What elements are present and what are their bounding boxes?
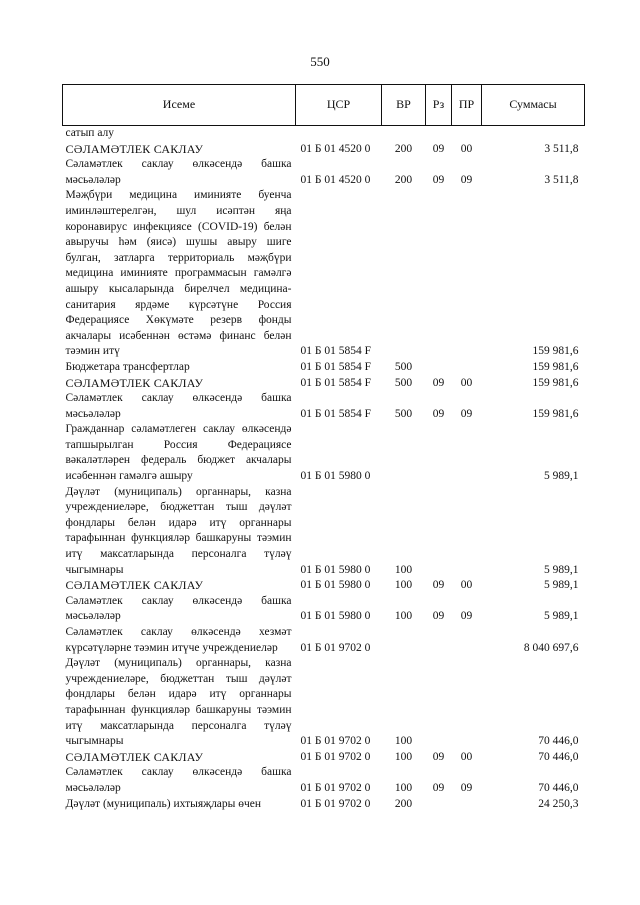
row-rz: 09: [432, 781, 445, 794]
row-sum: 159 981,6: [532, 345, 579, 358]
row-name: Мәҗбүри медицина иминияте буенча иминләштерелгән, шул исәптән яңа коронавирус инфекциясе (COVID-19) белән авыручы һәм (яисә) шушы авыру шиге булган, затларга территориаль мәҗбүри медицина иминияте программасын гамәлгә ашыру кысаларында бирелчел медицина-санитария ярдәме күрсәтүне Россия Федерациясе Хөкүмәте резерв фонды акчалары исәбеннән өстәмә финанс белән тәэмин итү: [65, 189, 292, 358]
table-header: [63, 85, 585, 126]
header-pr: ПР: [452, 85, 482, 126]
row-vr: 100: [394, 579, 413, 592]
row-sum: 24 250,3: [538, 797, 579, 810]
row-pr: 00: [460, 142, 473, 155]
row-vr: 100: [394, 563, 413, 576]
row-sum: 5 989,1: [544, 563, 579, 576]
table-row: [63, 126, 585, 142]
row-vr: 100: [394, 750, 413, 763]
table-row: [63, 142, 585, 158]
page-number: 550: [310, 54, 330, 69]
row-sum: 70 446,0: [538, 750, 579, 763]
row-name: СӘЛАМӘТЛЕК САКЛАУ: [65, 578, 204, 593]
row-pr: 09: [460, 781, 473, 794]
row-sum: 159 981,6: [532, 376, 579, 389]
row-csr: 01 Б 01 5980 0: [300, 579, 371, 592]
row-sum: 70 446,0: [538, 735, 579, 748]
table-row: [63, 797, 585, 813]
table-row: [63, 360, 585, 376]
row-rz: [426, 422, 452, 484]
row-csr: 01 Б 01 9702 0: [300, 781, 371, 794]
row-name: Сәламәтлек саклау өлкәсендә башка мәсьәләләр: [65, 594, 292, 623]
row-rz: [426, 656, 452, 750]
row-name: Гражданнар сәламәтлеген саклау өлкәсендә тапшырылган Россия Федерациясе вәкаләтләрен федераль бюджет акчалары исәбеннән гамәлгә ашыру: [65, 423, 292, 483]
table-row: [63, 188, 585, 360]
header-vr: ВР: [382, 85, 426, 126]
row-name: Сәламәтлек саклау өлкәсендә хезмәт күрсәтүләрне тәэмин итүче учреждениеләр: [65, 626, 292, 654]
row-rz: 09: [432, 142, 445, 155]
row-csr: 01 Б 01 4520 0: [300, 173, 371, 186]
row-pr: [452, 485, 482, 579]
row-rz: 09: [432, 610, 445, 623]
row-rz: 09: [432, 579, 445, 592]
table-row: [63, 625, 585, 656]
row-sum: 159 981,6: [532, 360, 579, 373]
row-vr: [382, 126, 426, 142]
row-vr: 500: [394, 407, 413, 420]
row-vr: 500: [394, 376, 413, 389]
row-name: Бюджетара трансфертлар: [65, 360, 190, 373]
row-sum: 3 511,8: [544, 173, 579, 186]
row-pr: 09: [460, 173, 473, 186]
row-name: СӘЛАМӘТЛЕК САКЛАУ: [65, 375, 204, 390]
row-csr: 01 Б 01 5854 F: [300, 345, 371, 358]
row-vr: [382, 188, 426, 360]
header-sum: Суммасы: [482, 85, 585, 126]
header-csr: ЦСР: [296, 85, 382, 126]
row-rz: 09: [432, 376, 445, 389]
row-vr: 100: [394, 781, 413, 794]
row-pr: 00: [460, 579, 473, 592]
row-csr: 01 Б 01 5980 0: [300, 470, 371, 483]
table-row: [63, 594, 585, 625]
row-pr: 09: [460, 610, 473, 623]
row-sum: 5 989,1: [544, 470, 579, 483]
row-sum: 5 989,1: [544, 579, 579, 592]
row-vr: 100: [394, 735, 413, 748]
row-pr: [452, 188, 482, 360]
row-name: Сәламәтлек саклау өлкәсендә башка мәсьәләләр: [65, 766, 292, 794]
row-csr: 01 Б 01 9702 0: [300, 797, 371, 810]
row-name: Дәүләт (муниципаль) органнары, казна учреждениеләре, бюджеттан тыш дәүләт фондлары белән идарә итү органнары тарафыннан функцияләр башкаруны тәэмин итү максатларында персоналга түләү чыгымнары: [65, 657, 292, 748]
row-csr: 01 Б 01 5854 F: [300, 407, 371, 420]
row-pr: [452, 422, 482, 484]
row-sum: 70 446,0: [538, 781, 579, 794]
row-csr: 01 Б 01 5854 F: [300, 360, 371, 373]
row-csr: 01 Б 01 9702 0: [300, 641, 371, 654]
row-rz: [426, 797, 452, 813]
table-row: [63, 765, 585, 796]
row-sum: 159 981,6: [532, 407, 579, 420]
row-vr: 500: [394, 360, 413, 373]
table-row: [63, 422, 585, 484]
row-csr: 01 Б 01 9702 0: [300, 750, 371, 763]
row-pr: 00: [460, 376, 473, 389]
row-name: сатып алу: [65, 127, 115, 139]
row-sum: [482, 126, 585, 142]
row-sum: 8 040 697,6: [523, 641, 579, 654]
row-rz: [426, 625, 452, 656]
row-csr: 01 Б 01 9702 0: [300, 735, 371, 748]
row-name: СӘЛАМӘТЛЕК САКЛАУ: [65, 141, 204, 156]
row-sum: 3 511,8: [544, 142, 579, 155]
table-row: [63, 750, 585, 766]
row-rz: [426, 360, 452, 376]
row-rz: 09: [432, 750, 445, 763]
header-rz: Рз: [426, 85, 452, 126]
row-rz: [426, 188, 452, 360]
row-pr: [452, 797, 482, 813]
row-vr: 200: [394, 142, 413, 155]
table-row: [63, 578, 585, 594]
row-vr: 100: [394, 610, 413, 623]
row-pr: [452, 656, 482, 750]
row-vr: 200: [394, 797, 413, 810]
row-pr: [452, 360, 482, 376]
row-csr: 01 Б 01 5980 0: [300, 563, 371, 576]
row-vr: 200: [394, 173, 413, 186]
row-rz: 09: [432, 407, 445, 420]
row-csr: 01 Б 01 5854 F: [300, 376, 371, 389]
row-csr: 01 Б 01 4520 0: [300, 142, 371, 155]
row-rz: 09: [432, 173, 445, 186]
table-row: [63, 157, 585, 188]
row-csr: 01 Б 01 5980 0: [300, 610, 371, 623]
row-csr: [296, 126, 382, 142]
row-sum: 5 989,1: [544, 610, 579, 623]
row-rz: [426, 126, 452, 142]
header-name: Исеме: [63, 85, 296, 126]
row-pr: [452, 625, 482, 656]
row-rz: [426, 485, 452, 579]
row-vr: [382, 625, 426, 656]
row-name: Сәламәтлек саклау өлкәсендә башка мәсьәләләр: [65, 392, 292, 420]
row-vr: [382, 422, 426, 484]
row-name: СӘЛАМӘТЛЕК САКЛАУ: [65, 749, 204, 764]
table-row: [63, 656, 585, 750]
row-pr: 00: [460, 750, 473, 763]
table-row: [63, 391, 585, 422]
row-name: Сәламәтлек саклау өлкәсендә башка мәсьәләләр: [65, 158, 292, 186]
row-pr: [452, 126, 482, 142]
row-name: Дәүләт (муниципаль) ихтыяҗлары өчен: [65, 797, 262, 810]
table-row: [63, 485, 585, 579]
row-pr: 09: [460, 407, 473, 420]
budget-table: [62, 84, 585, 812]
table-row: [63, 376, 585, 392]
row-name: Дәүләт (муниципаль) органнары, казна учреждениеләре, бюджеттан тыш дәүләт фондлары белән идарә итү органнары тарафыннан функцияләр башкаруны тәэмин итү максатларында персоналга түләү чыгымнары: [65, 485, 292, 576]
